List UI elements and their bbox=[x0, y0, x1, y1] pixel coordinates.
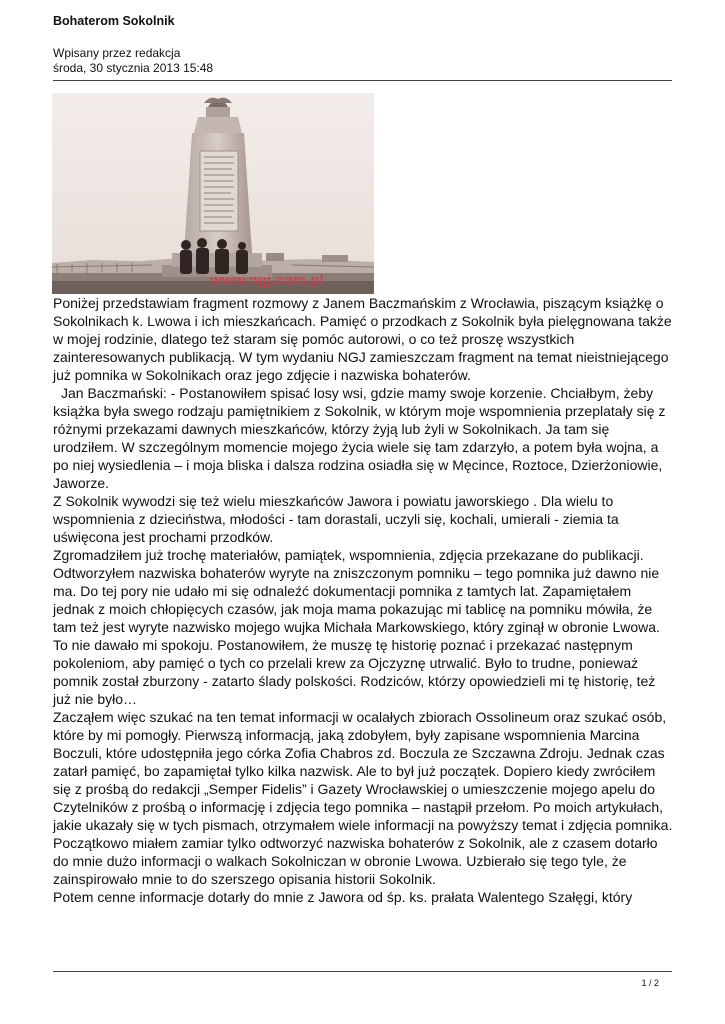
date-line: środa, 30 stycznia 2013 15:48 bbox=[53, 61, 214, 75]
photo-watermark: www.ngj.com.pl bbox=[210, 272, 324, 289]
monument-photo bbox=[52, 93, 374, 294]
page-title: Bohaterom Sokolnik bbox=[53, 14, 175, 28]
header-divider bbox=[53, 80, 672, 81]
author-line: Wpisany przez redakcja bbox=[53, 46, 181, 60]
article-meta bbox=[53, 46, 213, 76]
footer-divider bbox=[53, 971, 672, 972]
page-number: 1 / 2 bbox=[641, 978, 659, 988]
article-paragraph: Potem cenne informacje dotarły do mnie z Jawora od śp. ks. prałata Walentego Szałęgi, który bbox=[53, 889, 633, 905]
article-paragraph: Poniżej przedstawiam fragment rozmowy z Janem Baczmańskim z Wrocławia, piszącym książkę o Sokolnikach k. Lwowa i ich mieszkańcach. Pamięć o przodkach z Sokolnik była pielęgnowana także w mojej rodzinie, dlatego też staram się pomóc autorowi, o co też proszę wszystkich zainteresowanych publikacją. W tym wydaniu NGJ zamieszczam fragment na temat nieistniejącego już pomnika w Sokolnikach oraz jego zdjęcie i nazwiska bohaterów. bbox=[53, 295, 672, 383]
article-paragraph: Jan Baczmański: - Postanowiłem spisać losy wsi, gdzie mamy swoje korzenie. Chciałbym, żeby książka była swego rodzaju pamiętnikiem z Sokolnik, w którym moje wspomnienia przeplatały się z różnymi przekazami dawnych mieszkańców, którzy żyją lub żyli w Sokolnikach. Ja tam się urodziłem. W szczególnym momencie mojego życia wiele się tam zdarzyło, a potem była wojna, a po niej wysiedlenia – i moja bliska i dalsza rodzina osiadła się w Męcince, Roztoce, Dzierżoniowie, Jaworze. bbox=[53, 385, 666, 491]
article-body bbox=[53, 294, 675, 906]
article-paragraph: Zgromadziłem już trochę materiałów, pamiątek, wspomnienia, zdjęcia przekazane do publikacji. Odtworzyłem nazwiska bohaterów wyryte na zniszczonym pomniku – tego pomnika już dawno nie ma. Do tej pory nie udało mi się odnaleźć dokumentacji pomnika z tamtych lat. Zapamiętałem jednak z moich chłopięcych czasów, jak moja mama pokazując mi tablicę na pomniku mówiła, że tam też jest wyryte nazwisko mojego wujka Michała Markowskiego, który zginął w obronie Lwowa. To nie dawało mi spokoju. Postanowiłem, że muszę tę historię poznać i przekazać następnym pokoleniom, aby pamięć o tych co przelali krew za Ojczyznę utrwalić. Było to trudne, ponieważ pomnik został zburzony - zatarto ślady polskości. Rodziców, którzy opowiedzieli mi tę historię, też już nie było… bbox=[53, 547, 660, 707]
article-paragraph: Zacząłem więc szukać na ten temat informacji w ocalałych zbiorach Ossolineum oraz szukać osób, które by mi pomogły. Pierwszą informacją, jaką zdobyłem, były zapisane wspomnienia Marcina Boczuli, które udostępniła jego córka Zofia Chabros zd. Boczula ze Szczawna Zdroju. Jednak czas zatarł pamięć, bo zapamiętał tylko kilka nazwisk. Ale to był już początek. Dopiero kiedy zwróciłem się z prośbą do redakcji „Semper Fidelis” i Gazety Wrocławskiej o umieszczenie mojego apelu do Czytelników z prośbą o informację i zdjęcia tego pomnika – nastąpił przełom. Po moich artykułach, jakie ukazały się w tych pismach, otrzymałem wiele informacji na powyższy temat i zdjęcia pomnika. Początkowo miałem zamiar tylko odtworzyć nazwiska bohaterów z Sokolnik, ale z czasem dotarło do mnie dużo informacji o walkach Sokolniczan w obronie Lwowa. Uzbierało się tego tyle, że zainspirowało mnie to do szerszego opisania historii Sokolnik. bbox=[53, 709, 673, 887]
article-paragraph: Z Sokolnik wywodzi się też wielu mieszkańców Jawora i powiatu jaworskiego . Dla wielu to wspomnienia z dzieciństwa, młodości - tam dorastali, uczyli się, kochali, umierali - ziemia ta uświęcona jest prochami przodków. bbox=[53, 493, 619, 545]
